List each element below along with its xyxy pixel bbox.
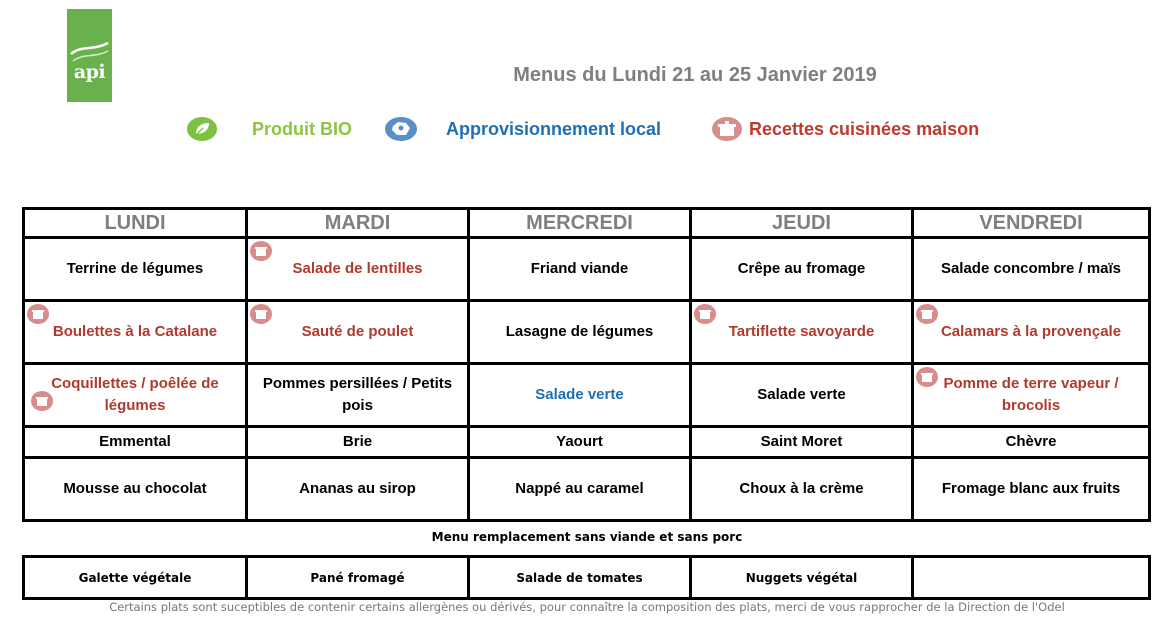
alt-menu-table (22, 555, 1151, 600)
alt-menu-cell: Nuggets végétal (691, 557, 913, 599)
menu-cell: Emmental (24, 427, 247, 457)
table-header-row (24, 209, 1150, 238)
menu-cell: Salade concombre / maïs (913, 238, 1150, 301)
page-title: Menus du Lundi 21 au 25 Janvier 2019 (513, 64, 877, 86)
leaf-icon (186, 116, 218, 142)
menu-cell: Nappé au caramel (469, 457, 691, 520)
table-row-dessert (24, 457, 1150, 520)
cooking-pot-icon (250, 241, 272, 261)
day-header-lundi: LUNDI (24, 209, 247, 238)
menu-cell: Coquillettes / poêlée de légumes (24, 364, 247, 427)
menu-cell: Lasagne de légumes (469, 301, 691, 364)
alt-menu-cell: Salade de tomates (469, 557, 691, 599)
menu-cell: Choux à la crème (691, 457, 913, 520)
cooking-pot-icon (711, 116, 743, 142)
table-row-starter (24, 238, 1150, 301)
cooking-pot-icon (916, 304, 938, 324)
cooking-pot-icon (250, 304, 272, 324)
menu-cell: Salade de lentilles (247, 238, 469, 301)
api-logo (67, 9, 112, 102)
menu-cell: Brie (247, 427, 469, 457)
legend-local (384, 116, 661, 142)
alt-menu-cell: Pané fromagé (247, 557, 469, 599)
day-header-vendredi: VENDREDI (913, 209, 1150, 238)
menu-cell: Pomme de terre vapeur / brocolis (913, 364, 1150, 427)
table-row-cheese (24, 427, 1150, 457)
menu-cell: Mousse au chocolat (24, 457, 247, 520)
menu-cell: Salade verte (469, 364, 691, 427)
menu-cell: Saint Moret (691, 427, 913, 457)
menu-cell: Yaourt (469, 427, 691, 457)
table-row-side (24, 364, 1150, 427)
alt-menu-cell (913, 557, 1150, 599)
legend-maison (711, 116, 979, 142)
legend-bio (186, 116, 352, 142)
day-header-jeudi: JEUDI (691, 209, 913, 238)
menu-cell: Calamars à la provençale (913, 301, 1150, 364)
legend-label-maison: Recettes cuisinées maison (749, 118, 980, 139)
logo-text: api (73, 61, 106, 83)
day-header-mardi: MARDI (247, 209, 469, 238)
local-map-icon (384, 116, 416, 142)
menu-cell: Crêpe au fromage (691, 238, 913, 301)
menu-cell: Salade verte (691, 364, 913, 427)
legend-label-bio: Produit BIO (252, 118, 352, 139)
alt-menu-title: Menu remplacement sans viande et sans porc (431, 530, 743, 544)
legend-label-local: Approvisionnement local (446, 118, 662, 139)
cooking-pot-icon (31, 391, 53, 411)
menu-cell: Friand viande (469, 238, 691, 301)
menu-cell: Fromage blanc aux fruits (913, 457, 1150, 520)
cooking-pot-icon (916, 367, 938, 387)
menu-cell: Sauté de poulet (247, 301, 469, 364)
day-header-mercredi: MERCREDI (469, 209, 691, 238)
menu-cell: Terrine de légumes (24, 238, 247, 301)
menu-cell: Boulettes à la Catalane (24, 301, 247, 364)
alt-menu-cell: Galette végétale (24, 557, 247, 599)
menu-cell: Ananas au sirop (247, 457, 469, 520)
alt-menu-row (24, 557, 1150, 599)
cooking-pot-icon (27, 304, 49, 324)
weekly-menu-table (22, 207, 1151, 522)
allergen-footer-note: Certains plats sont suceptibles de contenir certains allergènes ou dérivés, pour connaître la composition des plats, merci de vous rapprocher de la Direction de l'Odel (109, 600, 1065, 614)
menu-cell: Tartiflette savoyarde (691, 301, 913, 364)
logo-swoosh-icon (67, 9, 112, 102)
table-row-main (24, 301, 1150, 364)
cooking-pot-icon (694, 304, 716, 324)
menu-cell: Pommes persillées / Petits pois (247, 364, 469, 427)
menu-cell: Chèvre (913, 427, 1150, 457)
